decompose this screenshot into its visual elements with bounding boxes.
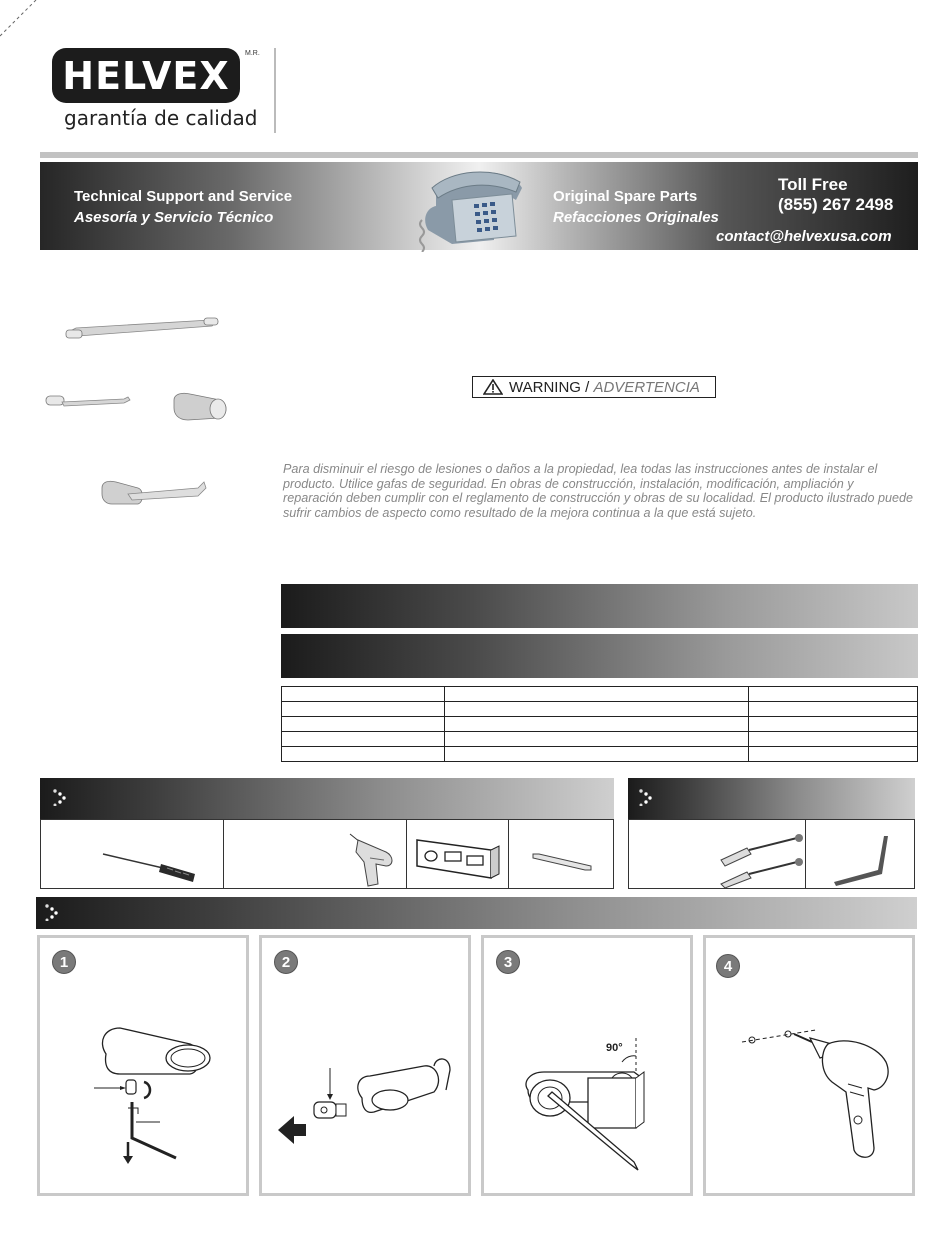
table-row xyxy=(282,732,918,747)
step-number-2: 2 xyxy=(274,950,298,974)
brand-logo xyxy=(52,48,240,103)
crop-mark xyxy=(0,0,40,40)
support-title-en: Technical Support and Service xyxy=(74,188,293,205)
brand-mark: M.R. xyxy=(245,50,260,57)
included-parts-panel xyxy=(628,819,915,889)
parts-title-en: Original Spare Parts xyxy=(553,188,698,205)
tool-cell-drill xyxy=(224,820,407,888)
step-3-illustration xyxy=(518,1032,678,1182)
step-4-illustration xyxy=(736,1022,896,1182)
banner-rule xyxy=(40,152,918,158)
section-header-bar-1 xyxy=(281,584,918,628)
allen-key-icon xyxy=(832,832,894,886)
tool-cell-level xyxy=(407,820,509,888)
part-cell-allen-key xyxy=(806,820,914,888)
spirit-level-icon xyxy=(415,834,501,880)
telephone-icon xyxy=(412,160,528,252)
step-panel-3 xyxy=(481,935,693,1196)
step-panel-1 xyxy=(37,935,249,1196)
parts-title-es: Refacciones Originales xyxy=(553,209,719,226)
warning-label-en: WARNING xyxy=(509,378,581,396)
paper-holder-image xyxy=(98,474,208,510)
table-row xyxy=(282,747,918,762)
step-2-illustration xyxy=(274,1050,470,1150)
bullet-dots-icon xyxy=(638,788,652,806)
bullet-dots-icon xyxy=(52,788,66,806)
tools-panel xyxy=(40,819,614,889)
safety-notice-es: Para disminuir el riesgo de lesiones o daños a la propiedad, lea todas las instrucciones antes de instalar el producto. Utilice gafas de seguridad. En obras de construcción, instalación, modificación, ampliación y reparación deben cumplir con el reglamento de construcción y obras de su localidad. El producto ilustrado puede sufrir cambios de aspecto como resultado de la mejora continua a la que está sujeto. xyxy=(283,462,914,521)
tool-cell-screwdriver xyxy=(41,820,224,888)
contact-email[interactable]: contact@helvexusa.com xyxy=(716,228,892,245)
step-1-illustration xyxy=(90,1018,250,1188)
header-divider xyxy=(274,48,276,133)
table-row xyxy=(282,717,918,732)
towel-bar-image xyxy=(62,310,222,342)
table-row xyxy=(282,702,918,717)
step-number-3: 3 xyxy=(496,950,520,974)
warning-banner xyxy=(472,376,716,398)
brand-name: HELVEX xyxy=(62,53,230,98)
step-panel-4 xyxy=(703,935,915,1196)
small-towel-bar-image xyxy=(44,390,132,412)
step-number-4: 4 xyxy=(716,954,740,978)
screwdriver-icon xyxy=(101,844,201,884)
anchors-and-screws-icon xyxy=(717,832,807,888)
pencil-icon xyxy=(531,850,595,872)
table-row xyxy=(282,687,918,702)
toll-free-number[interactable]: (855) 267 2498 xyxy=(778,195,894,214)
robe-hook-image xyxy=(170,390,230,424)
tool-cell-pencil xyxy=(509,820,613,888)
step-panel-2 xyxy=(259,935,471,1196)
part-cell-anchors-screws xyxy=(629,820,806,888)
step-number-1: 1 xyxy=(52,950,76,974)
tools-header-bar xyxy=(40,778,614,819)
support-title-es: Asesoría y Servicio Técnico xyxy=(74,209,274,226)
included-parts-header-bar xyxy=(628,778,915,819)
warning-triangle-icon xyxy=(483,379,503,395)
warning-separator: / xyxy=(580,378,594,396)
specifications-table xyxy=(281,686,918,762)
installation-header-bar xyxy=(36,897,917,929)
angle-label: 90° xyxy=(606,1042,623,1054)
brand-tagline: garantía de calidad xyxy=(64,106,258,130)
section-header-bar-2 xyxy=(281,634,918,678)
bullet-dots-icon xyxy=(44,903,58,921)
warning-label-es: ADVERTENCIA xyxy=(593,378,700,396)
toll-free-label: Toll Free xyxy=(778,175,848,194)
drill-icon xyxy=(348,830,400,888)
